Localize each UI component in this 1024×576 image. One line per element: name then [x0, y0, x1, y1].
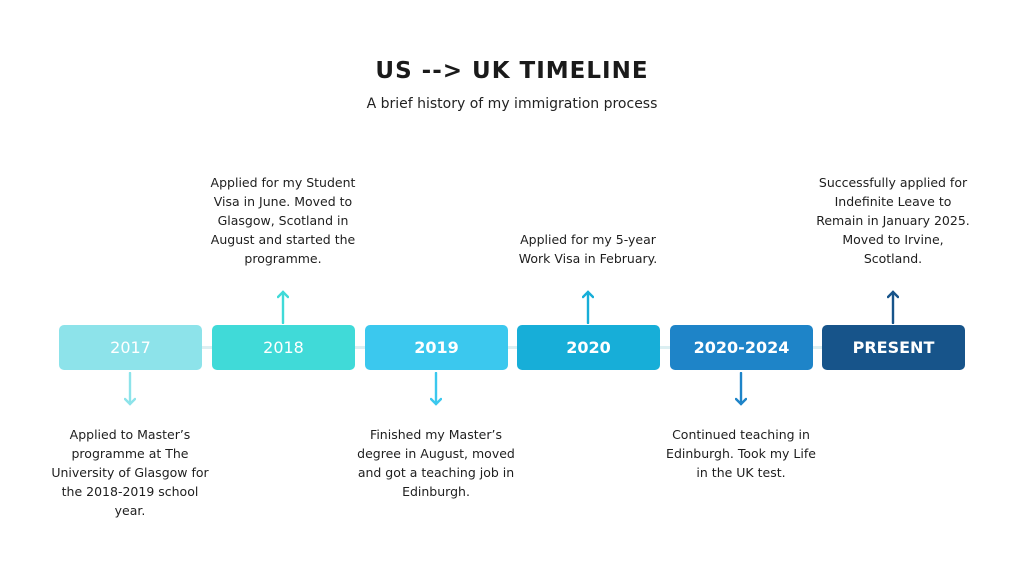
milestone-label: 2018 — [263, 338, 304, 357]
milestone-2017-description: Applied to Master’s programme at The University of Glasgow for the 2018-2019 school year. — [51, 427, 209, 518]
arrow-up-icon — [887, 290, 899, 324]
milestone-2020-description: Applied for my 5-year Work Visa in February. — [518, 232, 658, 266]
milestone-2020-2024-description: Continued teaching in Edinburgh. Took my Life in the UK test. — [666, 427, 816, 480]
milestone-2020-2024-box — [670, 325, 813, 370]
arrow-down-icon — [430, 372, 442, 406]
milestone-2019-box — [365, 325, 508, 370]
arrow-down-icon — [124, 372, 136, 406]
timeline-title: US --> UK TIMELINE — [375, 58, 649, 84]
milestone-2020-box — [517, 325, 660, 370]
milestone-label: 2019 — [414, 338, 459, 357]
milestone-label: 2020-2024 — [693, 338, 790, 357]
milestone-label: 2017 — [110, 338, 151, 357]
milestone-present-description: Successfully applied for Indefinite Leave to Remain in January 2025. Moved to Irvine, Scotland. — [816, 175, 970, 266]
milestone-2018-box — [212, 325, 355, 370]
arrow-up-icon — [582, 290, 594, 324]
milestone-label: PRESENT — [852, 338, 935, 357]
milestone-2019-description: Finished my Master’s degree in August, moved and got a teaching job in Edinburgh. — [357, 427, 515, 499]
arrow-down-icon — [735, 372, 747, 406]
arrow-up-icon — [277, 290, 289, 324]
milestone-2018-description: Applied for my Student Visa in June. Moved to Glasgow, Scotland in August and started the programme. — [210, 175, 356, 266]
timeline-subtitle: A brief history of my immigration process — [366, 96, 658, 112]
milestone-present-box — [822, 325, 965, 370]
milestone-2017-box — [59, 325, 202, 370]
milestone-label: 2020 — [566, 338, 611, 357]
